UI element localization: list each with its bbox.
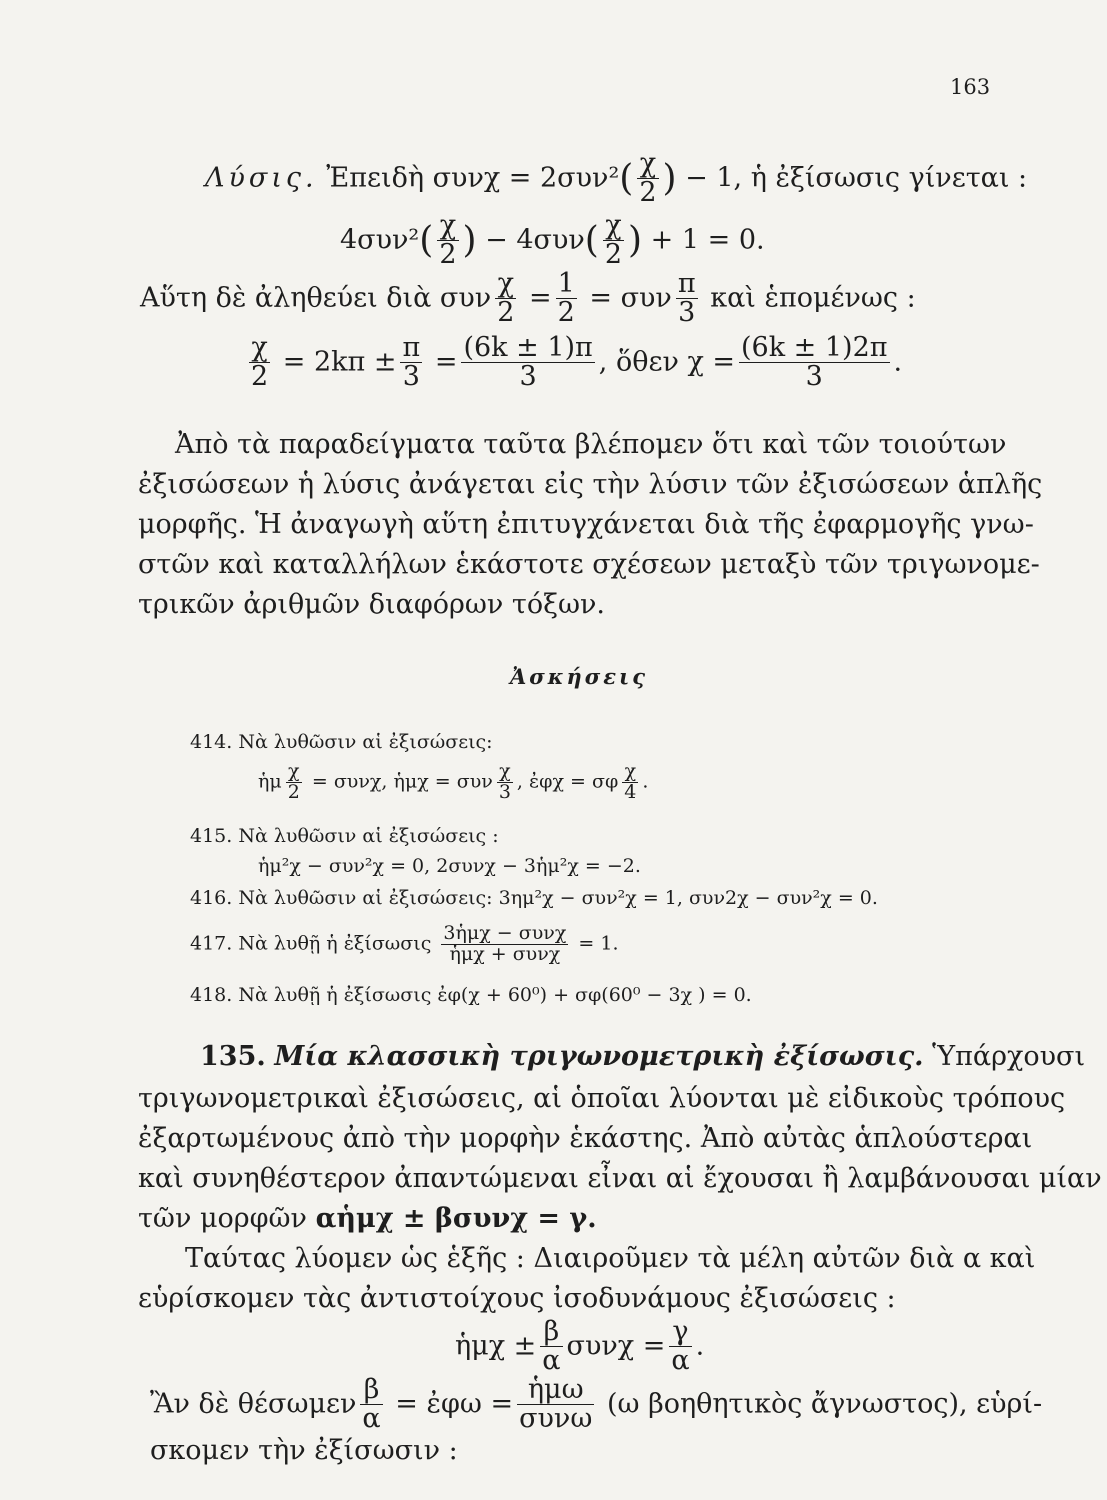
solution-label: Λύσις.	[205, 162, 318, 194]
section-line: Ταύτας λύομεν ὡς ἑξῆς : Διαιροῦμεν τὰ μέλη αὐτῶν διὰ α καὶ	[185, 1243, 1036, 1274]
exercise-416: 416. Νὰ λυθῶσιν αἱ ἐξισώσεις: 3ημ²χ − συν²χ = 1, συν2χ − συν²χ = 0.	[190, 887, 878, 909]
section-line: τῶν μορφῶν αἡμχ ± βσυνχ = γ.	[138, 1203, 597, 1234]
section-line-9: Ἂν δὲ θέσωμεν $\frac{\beta}{\alpha}$ = ἐφω = $\frac{\text{ἡμω}}{\text{συνω}}$ (ω βοηθητικὸς ἄγνωστος), εὑρί-	[150, 1374, 1043, 1435]
section-equation: ἡμχ ± $\frac{\beta}{\alpha}$ συνχ = $\frac{\gamma}{\alpha}$ .	[455, 1316, 705, 1377]
section-heading: Μία κλασσικὴ τριγωνομετρικὴ ἐξίσωσις.	[274, 1041, 924, 1072]
key-equation: αἡμχ ± βσυνχ = γ.	[315, 1203, 597, 1234]
section-line: εὑρίσκομεν τὰς ἀντιστοίχους ἰσοδυνάμους ἐξισώσεις :	[138, 1283, 896, 1314]
exercise-417: 417. Νὰ λυθῇ ἡ ἐξίσωσις $\frac{\text{3ἡμχ − συνχ}}{\text{ἡμχ + συνχ}}$ = 1.	[190, 922, 619, 965]
paragraph-line: στῶν καὶ καταλλήλων ἑκάστοτε σχέσεων μεταξὺ τῶν τριγωνομε-	[138, 549, 1040, 580]
solution-equation-1: 4συν²( $\frac{\chi}{2}$ ) − 4συν( $\frac{\chi}{2}$ ) + 1 = 0.	[340, 210, 765, 271]
paragraph-line: ἐξισώσεων ἡ λύσις ἀνάγεται εἰς τὴν λύσιν τῶν ἐξισώσεων ἁπλῆς	[138, 469, 1043, 500]
solution-line-3: Αὕτη δὲ ἀληθεύει διὰ συν $\frac{\chi}{2}$ = $\frac{1}{2}$ = συν $\frac{\pi}{3}$ καὶ ἑπομένως :	[140, 268, 916, 329]
exercises-title: Ἀσκήσεις	[510, 664, 648, 689]
exercise-414-equations: ἡμ $\frac{\chi}{2}$ = συνχ, ἡμχ = συν $\frac{\chi}{3}$ , ἐφχ = σφ $\frac{\chi}{4}$ .	[258, 760, 649, 803]
exercise-415-equations: ἡμ²χ − συν²χ = 0, 2συνχ − 3ἡμ²χ = −2.	[258, 855, 641, 877]
paragraph-line: Ἀπὸ τὰ παραδείγματα ταῦτα βλέπομεν ὅτι καὶ τῶν τοιούτων	[175, 429, 1007, 460]
fraction: $\frac{\chi}{2}$	[639, 148, 657, 209]
section-line: καὶ συνηθέστερον ἀπαντώμεναι εἶναι αἱ ἔχουσαι ἢ λαμβάνουσαι μίαν	[138, 1163, 1102, 1194]
paragraph-line: τρικῶν ἀριθμῶν διαφόρων τόξων.	[138, 589, 605, 620]
exercise-415: 415. Νὰ λυθῶσιν αἱ ἐξισώσεις :	[190, 825, 499, 847]
solution-line-1: Λύσις. Ἐπειδὴ συνχ = 2συν²( $\frac{\chi}{2}$ ) − 1, ἡ ἐξίσωσις γίνεται :	[205, 148, 1028, 209]
section-line: ἐξαρτωμένους ἀπὸ τὴν μορφὴν ἑκάστης. Ἀπὸ αὐτὰς ἁπλούστεραι	[138, 1123, 1033, 1154]
exercise-418: 418. Νὰ λυθῇ ἡ ἐξίσωσις ἐφ(χ + 60⁰) + σφ(60⁰ − 3χ ) = 0.	[190, 984, 752, 1006]
exercise-414: 414. Νὰ λυθῶσιν αἱ ἐξισώσεις:	[190, 731, 493, 753]
paragraph-line: μορφῆς. Ἡ ἀναγωγὴ αὕτη ἐπιτυγχάνεται διὰ τῆς ἐφαρμογῆς γνω-	[138, 509, 1034, 540]
section-line: τριγωνομετρικαὶ ἐξισώσεις, αἱ ὁποῖαι λύονται μὲ εἰδικοὺς τρόπους	[138, 1083, 1066, 1114]
solution-line-4: $\frac{\chi}{2}$ = 2kπ ± $\frac{\pi}{3}$ = $\frac{(6k \pm 1)\pi}{3}$ , ὅθεν χ = $\frac{(6k \pm 1)2\pi}{3}$ .	[251, 332, 903, 393]
page-number: 163	[950, 75, 991, 99]
section-135-line-1: 135. Μία κλασσικὴ τριγωνομετρικὴ ἐξίσωσις. Ὑπάρχουσι	[200, 1041, 1086, 1072]
section-number: 135.	[200, 1041, 266, 1072]
section-line: σκομεν τὴν ἐξίσωσιν :	[150, 1435, 458, 1466]
